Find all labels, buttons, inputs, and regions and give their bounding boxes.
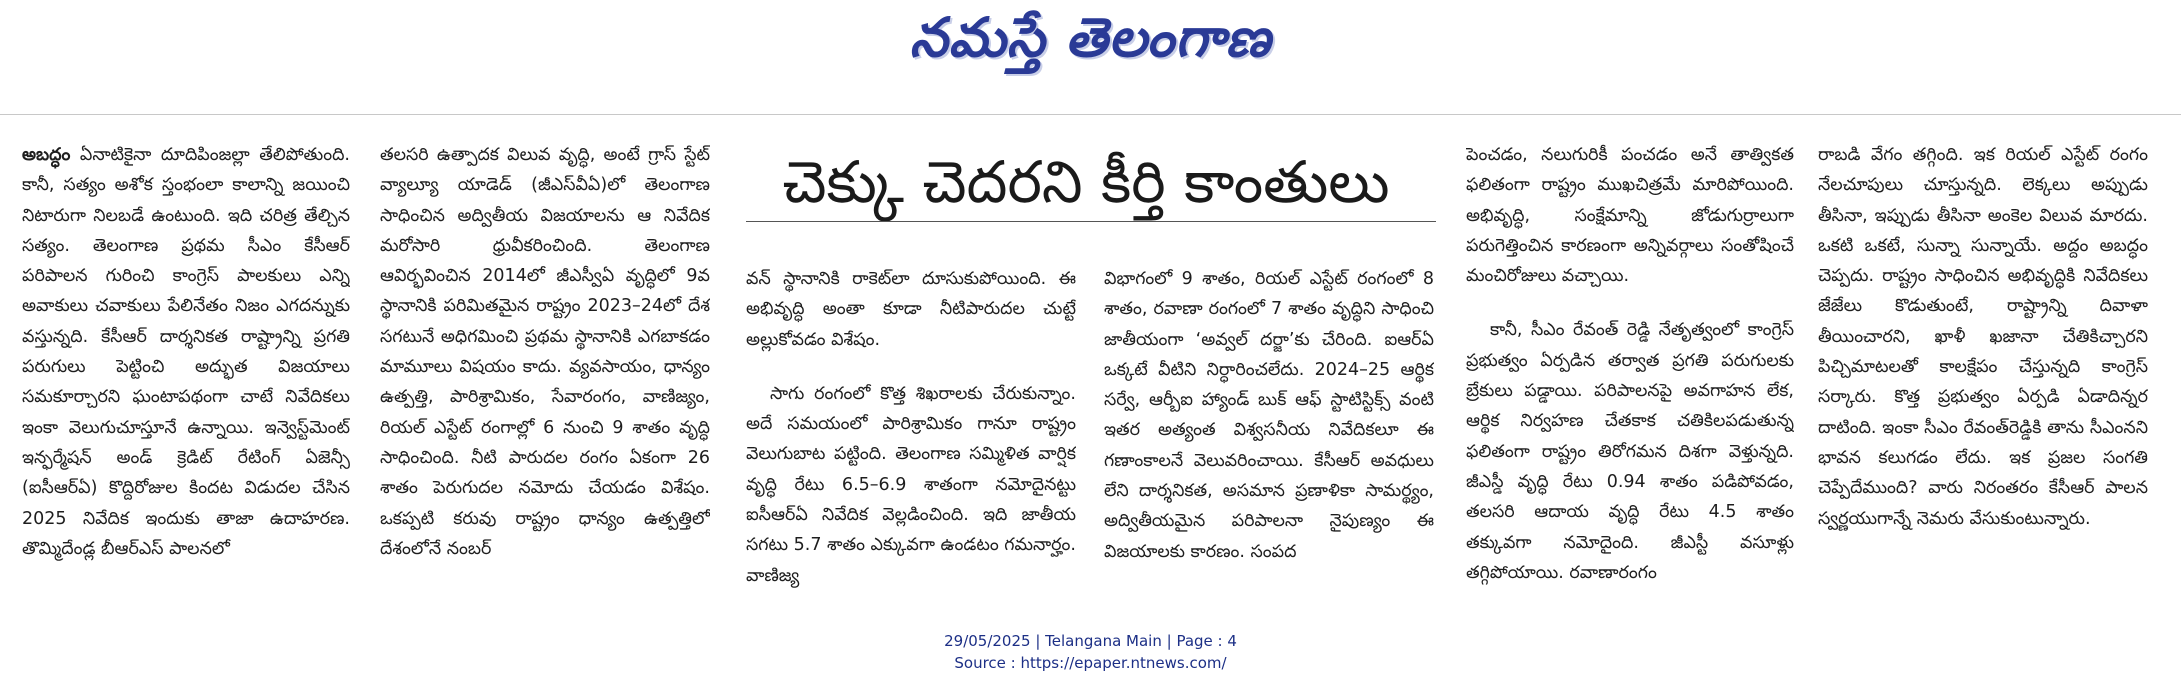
article-column-2 — [380, 140, 710, 590]
column-text: రాబడి వేగం తగ్గింది. ఇక రియల్ ఎస్టేట్ రంగం నేలచూపులు చూస్తున్నది. లెక్కలు అప్పుడు తీసినా, ఇప్పుడు తీసినా అంకెల విలువ మారదు. ఒకటి ఒకటే, సున్నా సున్నాయే. అద్దం అబద్ధం చెప్పదు. రాష్ట్రం సాధించిన అభివృద్ధికి నివేదికలు జేజేలు కొడుతుంటే, రాష్ట్రాన్ని దివాళా తీయించారని, ఖాళీ ఖజానా చేతికిచ్చారని పిచ్చిమాటలతో కాలక్షేపం చేస్తున్నది కాంగ్రెస్ సర్కారు. కొత్త ప్రభుత్వం ఏర్పడి ఏడాదిన్నర దాటింది. ఇంకా సీఎం రేవంత్‌రెడ్డికి తాను సీఎంనని భావన కలుగడం లేదు. ఇక ప్రజల సంగతి చెప్పేదేముంది? వారు నిరంతరం కేసీఆర్ పాలన స్వర్ణయుగాన్నే నెమరు వేసుకుంటున్నారు. — [1818, 145, 2148, 529]
article-column-3 — [746, 264, 1076, 590]
column-text: విభాగంలో 9 శాతం, రియల్ ఎస్టేట్ రంగంలో 8 శాతం, రవాణా రంగంలో 7 శాతం వృద్ధిని సాధించి జాతీయంగా ‘అవ్వల్ దర్జా’కు చేరింది. ఐఆర్ఏ ఒక్కటే వీటిని నిర్ధారించలేదు. 2024–25 ఆర్థిక సర్వే, ఆర్బీఐ హ్యాండ్ బుక్ ఆఫ్ స్టాటిస్టిక్స్ వంటి ఇతర అత్యంత విశ్వసనీయ నివేదికలూ ఈ గణాంకాలనే వెలువరించాయి. కేసీఆర్ అవధులు లేని దార్శనికత, అసమాన ప్రణాళికా సామర్థ్యం, అద్వితీయమైన పరిపాలనా నైపుణ్యం ఈ విజయాలకు కారణం. సంపద — [1104, 269, 1434, 562]
source-link[interactable]: Source : https://epaper.ntnews.com/ — [954, 654, 1227, 672]
lead-word: అబద్ధం — [22, 145, 71, 165]
column-text: తలసరి ఉత్పాదక విలువ వృద్ధి, అంటే గ్రాస్ స్టేట్ వ్యాల్యూ యాడెడ్ (జీఎస్‌వీఏ)లో తెలంగాణ సాధించిన అద్వితీయ విజయాలను ఆ నివేదిక మరోసారి ధ్రువీకరించింది. తెలంగాణ ఆవిర్భవించిన 2014లో జీఎస్వీఏ వృద్ధిలో 9వ స్థానానికి పరిమితమైన రాష్ట్రం 2023–24లో దేశ సగటునే అధిగమించి ప్రథమ స్థానానికి ఎగబాకడం మామూలు విషయం కాదు. వ్యవసాయం, ధాన్యం ఉత్పత్తి, పారిశ్రామికం, సేవారంగం, వాణిజ్యం, రియల్ ఎస్టేట్ రంగాల్లో 6 నుంచి 9 శాతం వృద్ధి సాధించింది. నీటి పారుదల రంగం ఏకంగా 26 శాతం పెరుగుదల నమోదు చేయడం విశేషం. ఒకప్పటి కరువు రాష్ట్రం ధాన్యం ఉత్పత్తిలో దేశంలోనే నంబర్ — [380, 145, 710, 559]
headline-rule — [746, 221, 1436, 222]
newspaper-logo: నమస్తే తెలంగాణ — [909, 6, 1272, 69]
masthead — [0, 0, 2181, 88]
article-column-6 — [1818, 140, 2148, 590]
article-column-4 — [1104, 264, 1434, 590]
column-paragraph: వన్ స్థానానికి రాకెట్‌లా దూసుకుపోయింది. ఈ అభివృద్ధి అంతా కూడా నీటిపారుదల చుట్టే అల్లుకోవడం విశేషం. — [746, 269, 1076, 350]
edition-info: 29/05/2025 | Telangana Main | Page : 4 — [944, 632, 1237, 650]
column-paragraph: సాగు రంగంలో కొత్త శిఖరాలకు చేరుకున్నాం. అదే సమయంలో పారిశ్రామికం గానూ రాష్ట్రం వెలుగుబాట పట్టింది. తెలంగాణ సమ్మిళిత వార్షిక వృద్ధి రేటు 6.5–6.9 శాతంగా నమోదైనట్టు ఐసీఆర్ఏ నివేదిక వెల్లడించింది. ఇది జాతీయ సగటు 5.7 శాతం ఎక్కువగా ఉండటం గమనార్హం. వాణిజ్య — [746, 383, 1076, 586]
masthead-divider — [0, 114, 2181, 115]
column-paragraph: కానీ, సీఎం రేవంత్ రెడ్డి నేతృత్వంలో కాంగ్రెస్ ప్రభుత్వం ఏర్పడిన తర్వాత ప్రగతి పరుగులకు బ్రేకులు పడ్డాయి. పరిపాలనపై అవగాహన లేక, ఆర్థిక నిర్వహణ చేతకాక చతికిలపడుతున్న ఫలితంగా రాష్ట్రం తిరోగమన దిశగా వెళ్తున్నది. జీఎస్డీ వృద్ధి రేటు 0.94 శాతం పడిపోవడం, తలసరి ఆదాయ వృద్ధి రేటు 4.5 శాతం తక్కువగా నమోదైంది. జీఎస్టీ వసూళ్లు తగ్గిపోయాయి. రవాణారంగం — [1466, 320, 1794, 583]
article-column-1 — [22, 140, 350, 590]
article-headline: చెక్కు చెదరని కీర్తి కాంతులు — [782, 148, 1390, 216]
page-footer — [0, 630, 2181, 674]
column-text: ఏనాటికైనా దూదిపింజల్లా తేలిపోతుంది. కానీ, సత్యం అశోక స్తంభంలా కాలాన్ని జయించి నిటారుగా నిలబడే ఉంటుంది. ఇది చరిత్ర తేల్చిన సత్యం. తెలంగాణ ప్రథమ సీఎం కేసీఆర్ పరిపాలన గురించి కాంగ్రెస్ పాలకులు ఎన్ని అవాకులు చవాకులు పేలినేతం నిజం ఎగదన్నుకు వస్తున్నది. కేసీఆర్ దార్శనికత రాష్ట్రాన్ని ప్రగతి పరుగులు పెట్టించి అద్భుత విజయాలు సమకూర్చారని ఘంటాపథంగా చాటే నివేదికలు ఇంకా వెలుగుచూస్తూనే ఉన్నాయి. ఇన్వెస్ట్‌మెంట్ ఇన్ఫర్మేషన్ అండ్ క్రెడిట్ రేటింగ్ ఏజెన్సీ (ఐసీఆర్ఏ) కొద్దిరోజుల కిందట విడుదల చేసిన 2025 నివేదిక ఇందుకు తాజా ఉదాహరణ. తొమ్మిదేండ్ల బీఆర్ఎస్ పాలనలో — [22, 145, 350, 559]
column-paragraph: పెంచడం, నలుగురికీ పంచడం అనే తాత్వికత ఫలితంగా రాష్ట్రం ముఖచిత్రమే మారిపోయింది. అభివృద్ధి, సంక్షేమాన్ని జోడుగుర్రాలుగా పరుగెత్తించిన కారణంగా అన్నివర్గాలు సంతోషించే మంచిరోజులు వచ్చాయి. — [1466, 145, 1794, 287]
article-column-5 — [1466, 140, 1794, 590]
